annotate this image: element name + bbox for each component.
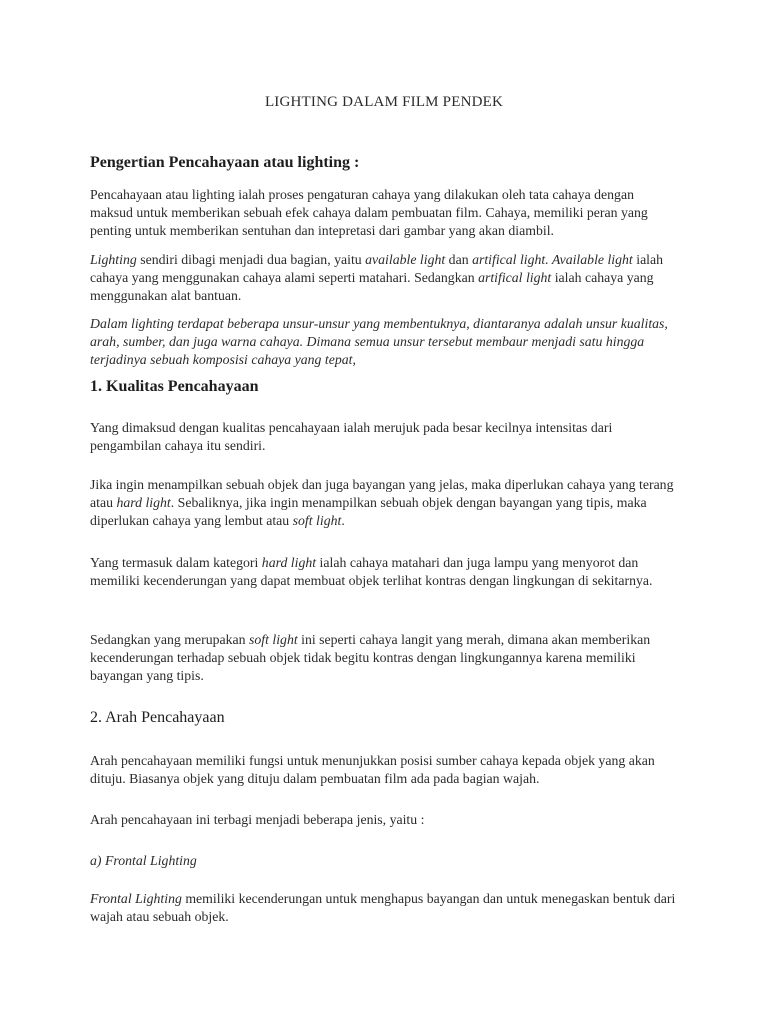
text-italic: artifical light: [478, 270, 552, 285]
text-italic: artifical light. Available light: [472, 252, 633, 267]
text-italic: hard light: [116, 495, 171, 510]
text-italic: soft light: [292, 513, 342, 528]
text-run: dan: [445, 252, 473, 267]
text-run: ialah cahaya yang menggunakan alat bantuan.: [90, 270, 654, 303]
paragraph-frontal-lighting: [90, 890, 680, 926]
text-run: memiliki kecenderungan untuk menghapus bayangan dan untuk menegaskan bentuk dari wajah atau sebuah objek.: [90, 891, 676, 924]
heading-pengertian: Pengertian Pencahayaan atau lighting :: [90, 154, 360, 171]
paragraph-lighting-types: [90, 251, 680, 305]
text-italic: Frontal Lighting: [90, 891, 182, 906]
text-italic: Lighting: [90, 252, 137, 267]
paragraph-soft-light: [90, 631, 680, 685]
heading-kualitas: 1. Kualitas Pencahayaan: [90, 378, 259, 395]
text-run: ini seperti cahaya langit yang merah, dimana akan memberikan kecenderungan terhadap sebuah objek tidak begitu kontras dengan lingkungannya karena memiliki bayangan yang tipis.: [90, 632, 651, 683]
paragraph-hard-soft: [90, 476, 680, 530]
paragraph-kualitas: Yang dimaksud dengan kualitas pencahayaan ialah merujuk pada besar kecilnya intensitas dari pengambilan cahaya itu sendiri.: [90, 420, 613, 453]
paragraph-unsur: Dalam lighting terdapat beberapa unsur-unsur yang membentuknya, diantaranya adalah unsur kualitas, arah, sumber, dan juga warna cahaya. Dimana semua unsur tersebut membaur menjadi satu hingga terjadinya sebuah komposisi cahaya yang tepat,: [90, 316, 668, 367]
paragraph-arah: Arah pencahayaan memiliki fungsi untuk menunjukkan posisi sumber cahaya kepada objek yang akan dituju. Biasanya objek yang dituju dalam pembuatan film ada pada bagian wajah.: [90, 753, 655, 786]
text-run: sendiri dibagi menjadi dua bagian, yaitu: [136, 252, 366, 267]
text-run: ialah cahaya matahari dan juga lampu yang menyorot dan memiliki kecenderungan yang dapat membuat objek terlihat kontras dengan lingkungan di sekitarnya.: [90, 555, 653, 588]
paragraph-pengertian: Pencahayaan atau lighting ialah proses pengaturan cahaya yang dilakukan oleh tata cahaya dengan maksud untuk memberikan sebuah efek cahaya dalam pembuatan film. Cahaya, memiliki peran yang penting untuk memberikan sentuhan dan intepretasi dari gambar yang akan diambil.: [90, 187, 648, 238]
text-run: Sedangkan yang merupakan: [90, 632, 249, 647]
text-italic: soft light: [249, 632, 298, 647]
page-title: LIGHTING DALAM FILM PENDEK: [264, 94, 504, 110]
text-run: Yang termasuk dalam kategori: [90, 555, 262, 570]
text-italic: hard light: [261, 555, 317, 570]
text-run: . Sebaliknya, jika ingin menampilkan sebuah objek dengan bayangan yang tipis, maka diperlukan cahaya yang lembut atau: [90, 495, 647, 528]
text-run: .: [341, 513, 345, 528]
text-run: Jika ingin menampilkan sebuah objek dan juga bayangan yang jelas, maka diperlukan cahaya yang terang atau: [90, 477, 674, 510]
text-italic: available light: [365, 252, 446, 267]
heading-frontal-lighting: a) Frontal Lighting: [90, 853, 197, 868]
heading-arah: 2. Arah Pencahayaan: [90, 709, 225, 726]
paragraph-hard-light: [90, 554, 680, 590]
text-run: ialah cahaya yang menggunakan cahaya alami seperti matahari. Sedangkan: [90, 252, 664, 285]
paragraph-arah-jenis: Arah pencahayaan ini terbagi menjadi beberapa jenis, yaitu :: [90, 812, 425, 827]
